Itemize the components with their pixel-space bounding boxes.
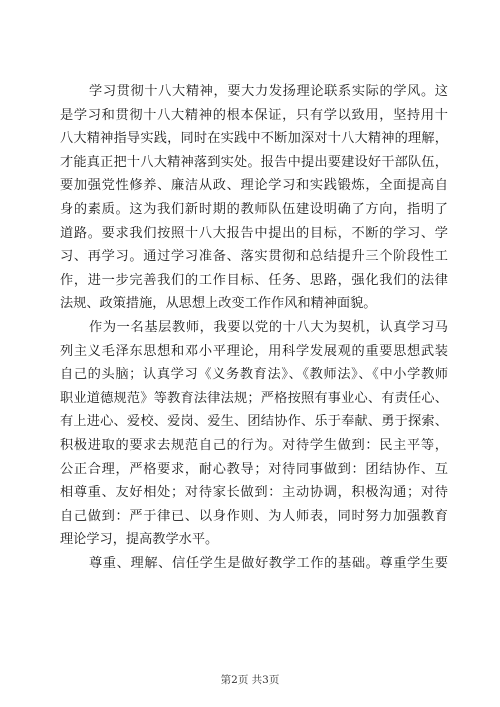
- text-line: 道路。要求我们按照十八大报告中提出的目标，不断的学习、学: [60, 225, 448, 241]
- text-line: 作，进一步完善我们的工作目标、任务、思路，强化我们的法律: [60, 272, 448, 288]
- text-line: 列主义毛泽东思想和邓小平理论，用科学发展观的重要思想武装: [60, 343, 448, 359]
- text-line: 作为一名基层教师，我要以党的十八大为契机，认真学习马: [89, 319, 448, 335]
- text-line: 相尊重、友好相处；对待家长做到：主动协调，积极沟通；对待: [60, 485, 448, 501]
- text-line: 习、再学习。通过学习准备、落实贯彻和总结提升三个阶段性工: [60, 249, 448, 265]
- text-line: 八大精神指导实践，同时在实践中不断加深对十八大精神的理解，: [60, 131, 448, 147]
- text-line: 公正合理，严格要求，耐心教导；对待同事做到：团结协作、互: [60, 461, 448, 477]
- page-number-footer: 第2页 共3页: [220, 674, 280, 686]
- text-line: 尊重、理解、信任学生是做好教学工作的基础。尊重学生要: [89, 555, 448, 571]
- text-line: 要加强党性修养、廉洁从政、理论学习和实践锻炼，全面提高自: [60, 178, 448, 194]
- text-line: 有上进心、爱校、爱岗、爱生、团结协作、乐于奉献、勇于探索、: [60, 414, 448, 430]
- document-body: [60, 80, 448, 575]
- text-line: 理论学习，提高教学水平。: [60, 532, 219, 548]
- text-line: 才能真正把十八大精神落到实处。报告中提出要建设好干部队伍，: [60, 154, 448, 170]
- text-line: 法规、政策措施，从思想上改变工作作风和精神面貌。: [60, 296, 377, 312]
- text-line: 自己做到：严于律已、以身作则、为人师表，同时努力加强教育: [60, 508, 448, 524]
- text-line: 是学习和贯彻十八大精神的根本保证，只有学以致用，坚持用十: [60, 107, 448, 123]
- text-line: 身的素质。这为我们新时期的教师队伍建设明确了方向，指明了: [60, 201, 448, 217]
- text-line: 积极进取的要求去规范自己的行为。对待学生做到：民主平等，: [60, 437, 448, 453]
- text-line: 自己的头脑；认真学习《义务教育法》、《教师法》、《中小学教师: [60, 367, 448, 383]
- text-line: 职业道德规范》等教育法律法规；严格按照有事业心、有责任心、: [60, 390, 448, 406]
- text-line: 学习贯彻十八大精神，要大力发扬理论联系实际的学风。这: [89, 84, 448, 99]
